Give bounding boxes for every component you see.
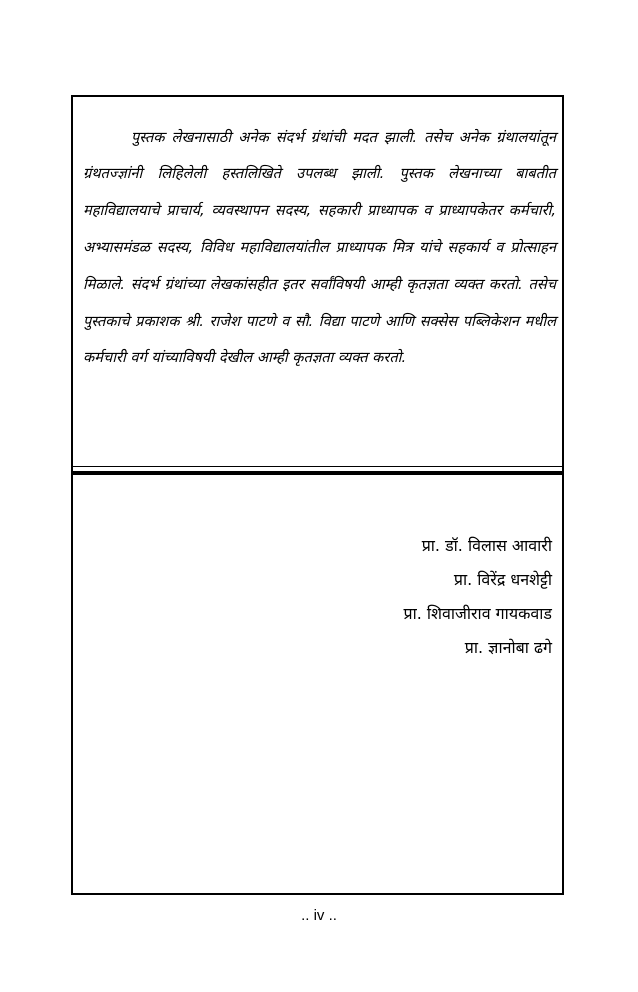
author-name: प्रा. विरेंद्र धनशेट्टी xyxy=(453,570,552,589)
page-border-frame xyxy=(71,95,564,895)
acknowledgement-paragraph: पुस्तक लेखनासाठी अनेक संदर्भ ग्रंथांची मदत झाली. तसेच अनेक ग्रंथालयांतून ग्रंथतज्ज्ञांनी लिहिलेली हस्तलिखिते उपलब्ध झाली. पुस्तक लेखनाच्या बाबतीत महाविद्यालयाचे प्राचार्य, व्यवस्थापन सदस्य, सहकारी प्राध्यापक व प्राध्यापकेतर कर्मचारी, अभ्यासमंडळ सदस्य, विविध महाविद्यालयांतील प्राध्यापक मित्र यांचे सहकार्य व प्रोत्साहन मिळाले. संदर्भ ग्रंथांच्या लेखकांसहीत इतर सर्वांविषयी आम्ही कृतज्ञता व्यक्त करतो. तसेच पुस्तकाचे प्रकाशक श्री. राजेश पाटणे व सौ. विद्या पाटणे आणि सक्सेस पब्लिकेशन मधील कर्मचारी वर्ग यांच्याविषयी देखील आम्ही कृतज्ञता व्यक्त करतो. xyxy=(83,128,556,367)
page-number: .. iv .. xyxy=(301,907,337,924)
divider-thick-line xyxy=(73,471,562,475)
author-name: प्रा. ज्ञानोबा ढगे xyxy=(464,638,552,657)
divider-thin-line xyxy=(73,466,562,467)
author-name: प्रा. डॉ. विलास आवारी xyxy=(421,536,552,555)
author-name: प्रा. शिवाजीराव गायकवाड xyxy=(403,604,552,623)
author-list xyxy=(404,529,553,665)
